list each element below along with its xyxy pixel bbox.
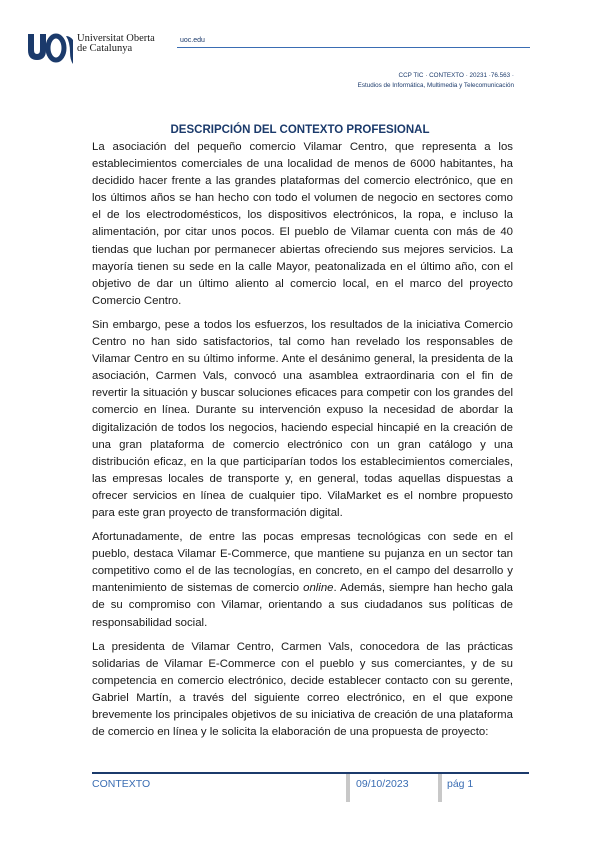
paragraph-3-italic: online <box>303 582 334 595</box>
course-reference-code: CCP TIC · CONTEXTO · 20231 ·76.563 · <box>398 72 514 79</box>
university-line1: Universitat Oberta <box>77 33 155 44</box>
paragraph-2: Sin embargo, pese a todos los esfuerzos, los resultados de la iniciativa Comercio Centro no han sido satisfactorios, tal como han revelado los responsables de Vilamar Centro en su último informe. Ante el desánimo general, la presidenta de la asociación, Carmen Vals, convocó una asamblea extraordinaria con el fin de revertir la situación y buscar soluciones eficaces para competir con los grandes del comercio en línea. Durante su intervención expuso la necesidad de abordar la digitalización de todos los negocios, haciendo especial hincapié en la creación de una gran plataforma de comercio electrónico con un gran catálogo y una distribución eficaz, en la que participarían todos los establecimientos comerciales, las empresas locales de transporte y, en general, todas aquellas dispuestas a ofrecer servicios en línea de cualquier tipo. VilaMarket es el nombre propuesto para este gran proyecto de transformación digital. <box>92 318 513 519</box>
page-header <box>0 0 600 70</box>
course-reference <box>358 71 514 90</box>
paragraph-4: La presidenta de Vilamar Centro, Carmen Vals, conocedora de las prácticas solidarias de Vilamar E-Commerce con el pueblo y sus comerciantes, y de su competencia en comercio electrónico, decide establecer contacto con su gerente, Gabriel Martín, a través del siguiente correo electrónico, en el que expone brevemente los principales objetivos de su iniciativa de creación de una plataforma de comercio en línea y le solicita la elaboración de una propuesta de proyecto: <box>92 640 513 739</box>
paragraph-3-text-a: Afortunadamente, de entre las pocas empresas tecnológicas con sede en el pueblo, destaca Vilamar E-Commerce, que mantiene su pujanza en un sector tan competitivo como el de las tecnologías, en concreto, en el campo del desarrollo y mantenimiento de sistemas de comercio <box>92 531 513 595</box>
footer-divider <box>92 772 529 774</box>
university-name <box>77 34 155 54</box>
document-body <box>92 139 513 748</box>
footer-separator <box>438 774 442 802</box>
footer-page-number: pág 1 <box>447 778 474 790</box>
paragraph-3-text-b: . Además, siempre han hecho gala de su compromiso con Vilamar, orientando a sus ciudadanos sus políticas de responsabilidad social. <box>92 582 513 629</box>
page-title: DESCRIPCIÓN DEL CONTEXTO PROFESIONAL <box>170 124 430 136</box>
footer-section: CONTEXTO <box>92 778 151 790</box>
university-line2: de Catalunya <box>77 43 133 54</box>
footer-date: 09/10/2023 <box>356 778 409 790</box>
footer-separator <box>346 774 350 802</box>
paragraph-1: La asociación del pequeño comercio Vilamar Centro, que representa a los establecimientos comerciales de una localidad de menos de 6000 habitantes, ha decidido hacer frente a las grandes plataformas del comercio electrónico, que en los últimos años se han hecho con todo el volumen de negocio en sectores como el de los electrodomésticos, los dispositivos electrónicos, la ropa, e incluso la alimentación, por citar unos pocos. El pueblo de Vilamar cuenta con más de 40 tiendas que luchan por permanecer abiertas ofreciendo sus mejores servicios. La mayoría tienen su sede en la calle Mayor, peatonalizada en el último año, con el objetivo de dar un último aliento al comercio local, en el marco del proyecto Comercio Centro. <box>92 141 513 307</box>
uoc-logo-icon <box>26 30 74 64</box>
header-website-link[interactable]: uoc.edu <box>180 37 205 44</box>
paragraph-3 <box>92 529 513 632</box>
course-reference-studies: Estudios de Informática, Multimedia y Telecomunicación <box>357 81 514 89</box>
header-divider <box>177 47 530 48</box>
